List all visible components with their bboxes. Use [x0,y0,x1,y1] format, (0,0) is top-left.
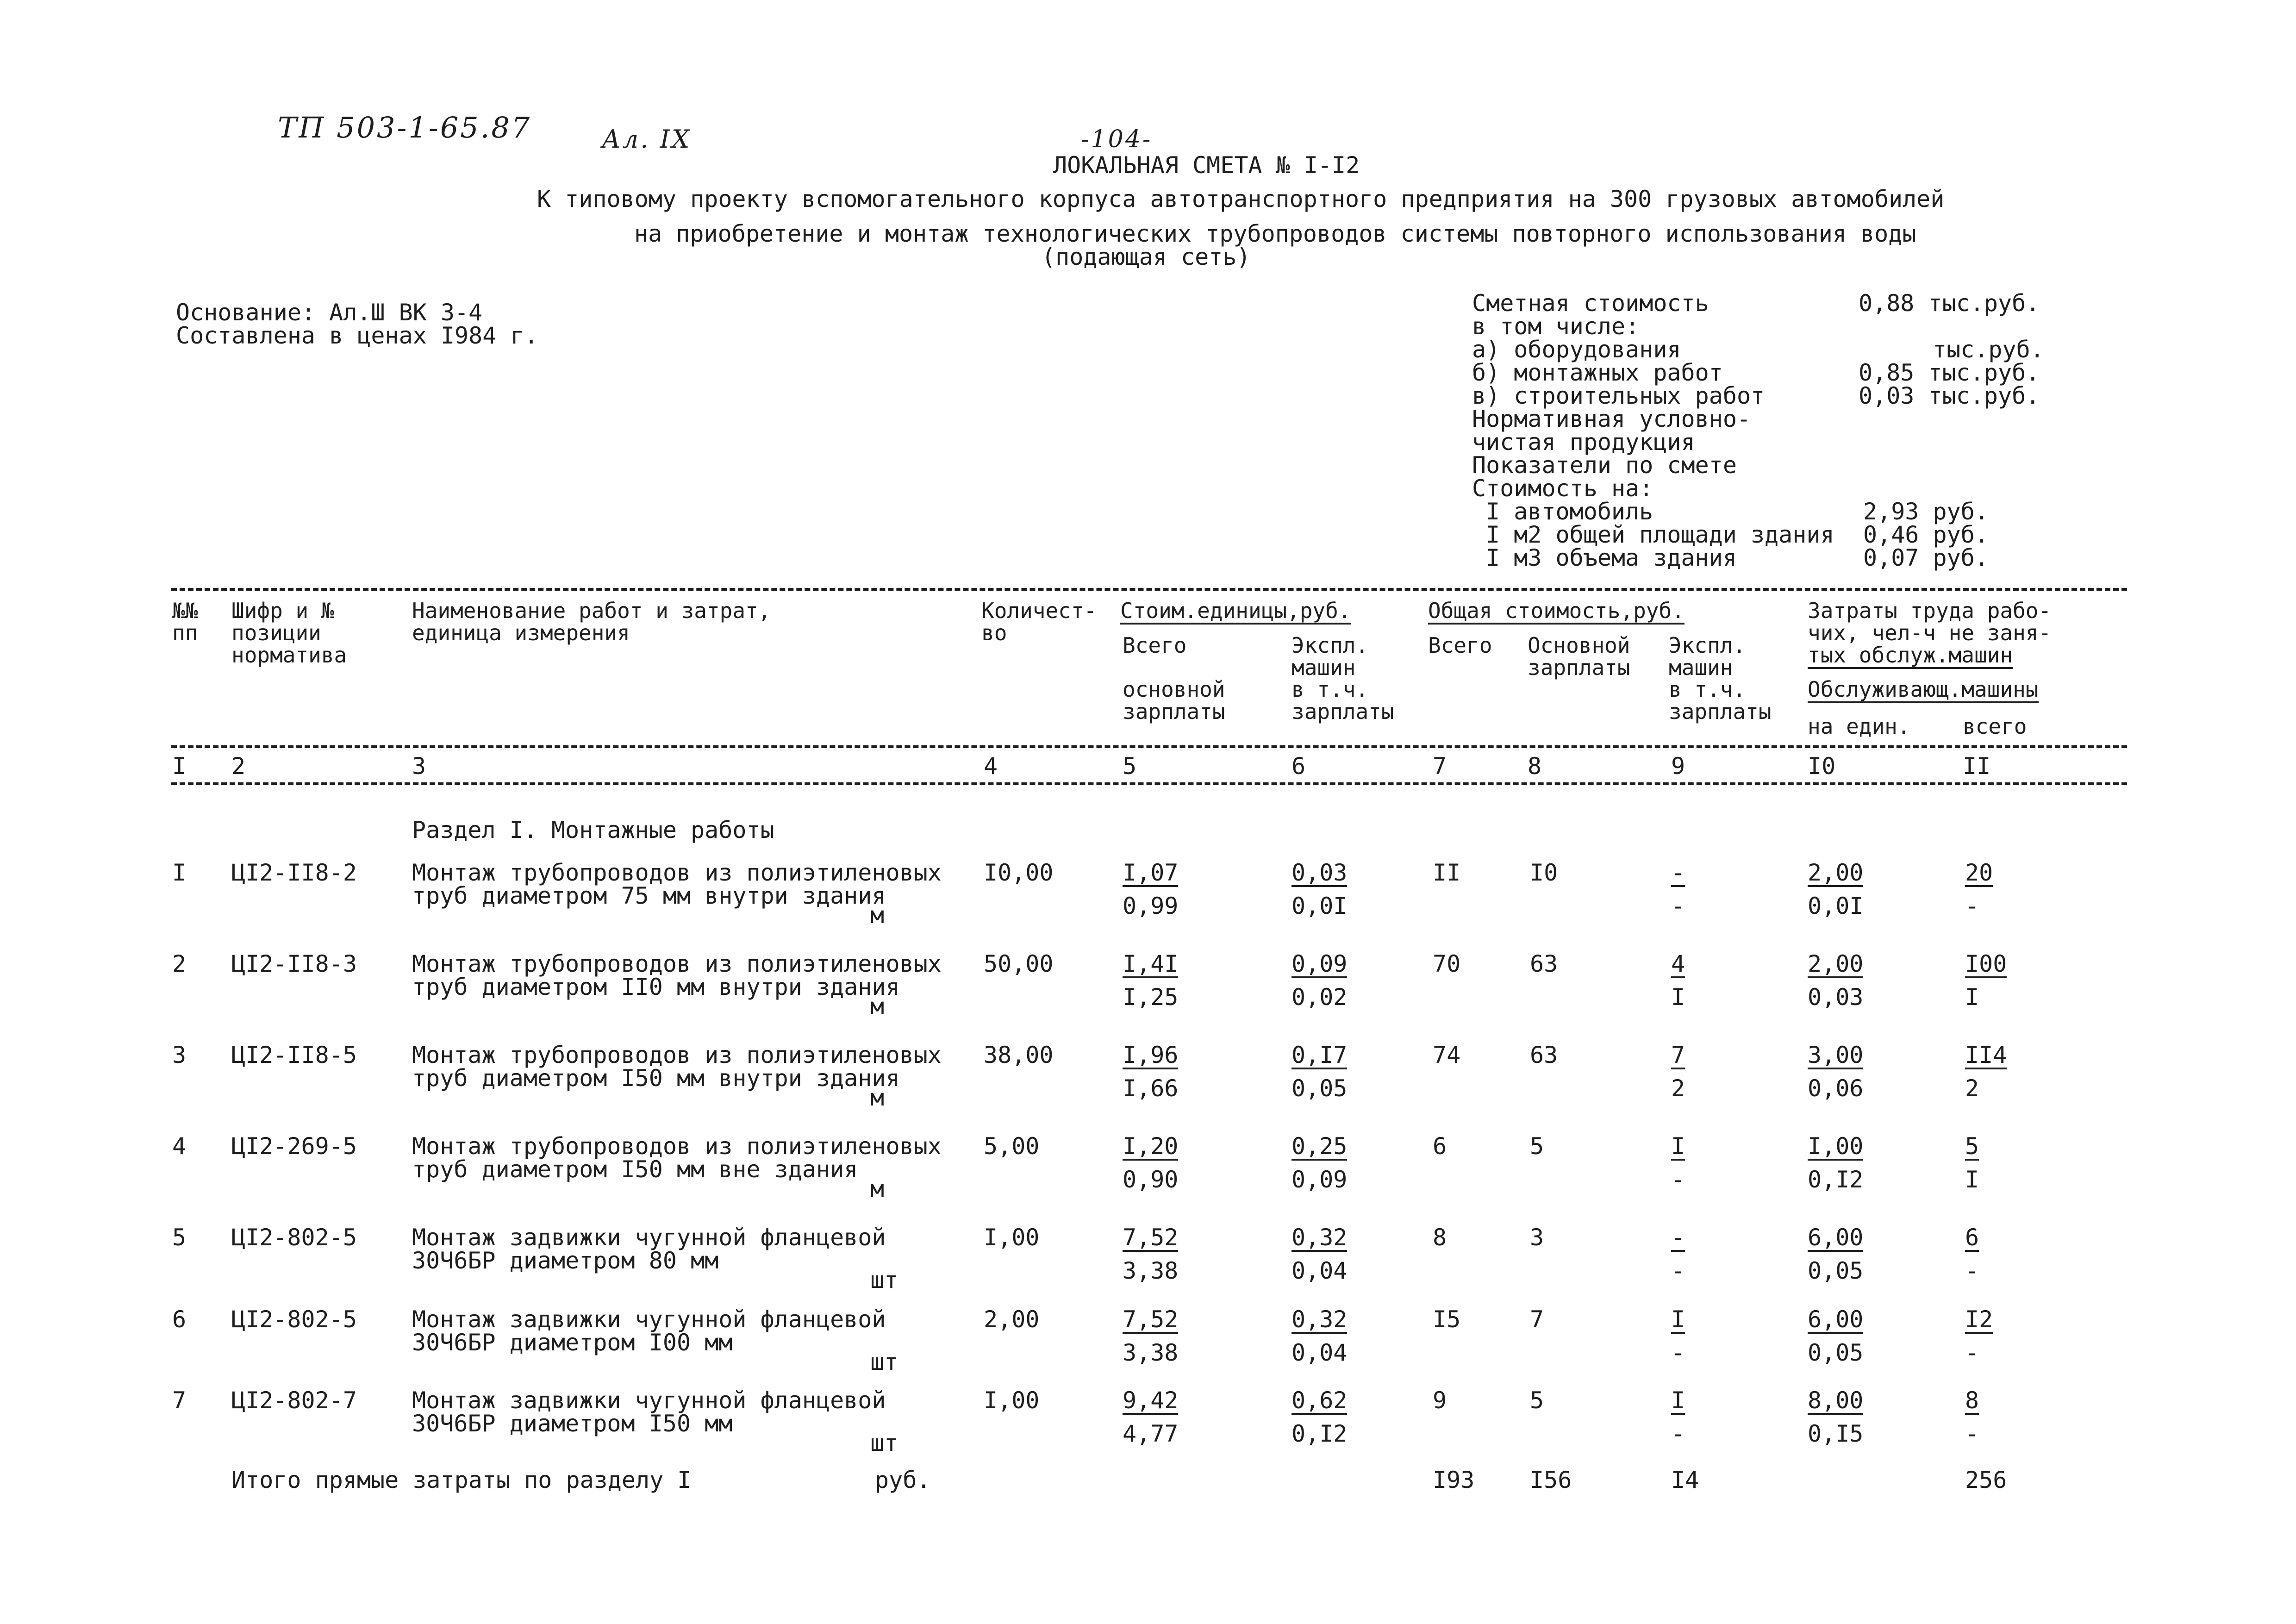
row-unit-machines: 0,03 [1292,859,1348,886]
row-quantity: 2,00 [984,1306,1040,1333]
per-m3-label: I м3 объема здания [1486,544,1737,571]
equipment-value: тыс.руб. [1933,336,2044,363]
row-work-name: Монтаж трубопроводов из полиэтиленовых труб диаметром 75 мм внутри здания [412,859,942,909]
col-header-name: Наименование работ и затрат, единица измерения [412,598,771,645]
row-quantity: I,00 [984,1387,1040,1414]
row-labor-total-serving: 2 [1965,1075,1979,1102]
row-total-machines: I [1671,1387,1685,1414]
row-quantity: 38,00 [984,1042,1054,1068]
page-number-handwritten: -104- [1081,125,1153,153]
column-number: 3 [412,753,426,780]
per-vehicle-value: 2,93 руб. [1863,498,1989,525]
cost-per-label: Стоимость на: [1472,475,1653,502]
column-number: 8 [1528,753,1542,780]
col-header-code: Шифр и № позиции норматива [231,598,347,668]
row-unit-of-measure: шт [870,1430,898,1456]
column-number: 6 [1292,753,1306,780]
row-quantity: I0,00 [984,859,1054,886]
row-total-wage: 63 [1530,1042,1558,1068]
row-unit-wage: 3,38 [1123,1257,1179,1284]
row-labor-per-unit-serving: 0,06 [1808,1075,1864,1102]
col-header-total-machines-wages: в т.ч. зарплаты [1669,677,1772,724]
col-header-labor-per-unit: на един. [1808,714,1910,739]
row-unit-machines: 0,I7 [1292,1042,1348,1068]
col-header-total-machines: Экспл. машин [1669,633,1746,680]
row-total-machines: 4 [1671,950,1685,977]
normative-label-1: Нормативная условно- [1472,406,1751,432]
row-labor-per-unit: 2,00 [1808,859,1864,886]
table-top-rule [171,588,2127,591]
row-work-name: Монтаж трубопроводов из полиэтиленовых труб диаметром I50 мм вне здания [412,1133,942,1183]
row-number: I [172,859,187,886]
row-labor-total: II4 [1965,1042,2007,1068]
row-labor-total-serving: I [1965,984,1979,1011]
totals-total: I93 [1433,1467,1475,1493]
col-header-unit-total: Всего [1123,633,1187,658]
row-unit-wage: I,66 [1123,1075,1179,1102]
row-unit-wage: 0,90 [1123,1166,1179,1193]
row-total: I5 [1433,1306,1461,1333]
row-number: 6 [172,1306,187,1333]
row-number: 4 [172,1133,187,1160]
row-labor-total: 5 [1965,1133,1979,1160]
row-labor-per-unit-serving: 0,05 [1808,1339,1864,1366]
row-total: 6 [1433,1133,1447,1160]
row-total-machines-wage: - [1671,1166,1685,1193]
row-code: ЦI2-II8-5 [231,1042,357,1068]
col-header-labor-serving: Обслуживающ.машины [1808,678,2039,703]
equipment-label: а) оборудования [1472,336,1681,363]
row-labor-total-serving: - [1965,893,1979,919]
column-numbers-rule [171,782,2127,785]
row-unit-total: 7,52 [1123,1224,1179,1251]
row-total-wage: 3 [1530,1224,1544,1251]
row-unit-wage: 3,38 [1123,1339,1179,1366]
basis-line2: Составлена в ценах I984 г. [176,322,538,349]
row-unit-total: I,07 [1123,859,1179,886]
row-unit-wage: 0,99 [1123,893,1179,919]
col-group-labor-line3: тых обслуж.машин [1808,644,2013,669]
col-header-labor-total: всего [1963,714,2027,739]
row-total-machines-wage: - [1671,893,1685,919]
row-code: ЦI2-802-7 [231,1387,357,1414]
row-unit-wage: 4,77 [1123,1420,1179,1447]
document-subtitle-line1: К типовому проекту вспомогательного корпуса автотранспортного предприятия на 300 грузовых автомобилей [537,186,1945,212]
row-unit-machines-wage: 0,0I [1292,893,1348,919]
row-total-wage: 5 [1530,1387,1544,1414]
section-title: Раздел I. Монтажные работы [412,817,774,843]
row-labor-per-unit: 2,00 [1808,950,1864,977]
row-total-machines: - [1671,859,1685,886]
row-unit-machines-wage: 0,09 [1292,1166,1348,1193]
totals-unit: руб. [875,1467,931,1493]
per-m2-label: I м2 общей площади здания [1486,521,1834,548]
column-number: 2 [231,753,246,780]
row-labor-total-serving: - [1965,1420,1979,1447]
row-labor-per-unit-serving: 0,05 [1808,1257,1864,1284]
normative-label-2: чистая продукция [1472,429,1695,456]
table-header-rule [171,745,2127,748]
document-title: ЛОКАЛЬНАЯ СМЕТА № I-I2 [1053,152,1360,179]
per-m3-value: 0,07 руб. [1863,544,1989,571]
row-unit-total: I,96 [1123,1042,1179,1068]
row-unit-machines: 0,09 [1292,950,1348,977]
row-total-machines: I [1671,1133,1685,1160]
row-code: ЦI2-269-5 [231,1133,357,1160]
row-unit-machines-wage: 0,04 [1292,1339,1348,1366]
row-total-machines-wage: 2 [1671,1075,1685,1102]
row-total-machines-wage: - [1671,1257,1685,1284]
row-quantity: 5,00 [984,1133,1040,1160]
row-total-machines-wage: - [1671,1420,1685,1447]
row-total-machines-wage: I [1671,984,1685,1011]
row-labor-per-unit-serving: 0,I5 [1808,1420,1864,1447]
row-unit-machines-wage: 0,02 [1292,984,1348,1011]
row-unit-wage: I,25 [1123,984,1179,1011]
row-total: 74 [1433,1042,1461,1068]
basis-line1: Основание: Ал.Ш ВК 3-4 [176,299,483,326]
col-header-total-basic-wages: Основной зарплаты [1528,633,1630,680]
document-subtitle-line2: на приобретение и монтаж технологических трубопроводов системы повторного использования воды [634,220,1916,247]
row-unit-machines: 0,62 [1292,1387,1348,1414]
column-number: 4 [984,753,998,780]
column-number: I0 [1808,753,1836,780]
row-labor-per-unit: I,00 [1808,1133,1864,1160]
row-labor-per-unit: 6,00 [1808,1306,1864,1333]
row-unit-of-measure: м [870,993,885,1020]
column-number: 5 [1123,753,1137,780]
row-unit-total: I,20 [1123,1133,1179,1160]
row-labor-total-serving: - [1965,1339,1979,1366]
row-number: 5 [172,1224,187,1251]
row-total: 8 [1433,1224,1447,1251]
row-labor-total-serving: I [1965,1166,1979,1193]
row-total-wage: I0 [1530,859,1558,886]
row-labor-per-unit-serving: 0,03 [1808,984,1864,1011]
row-labor-per-unit: 6,00 [1808,1224,1864,1251]
row-unit-machines-wage: 0,05 [1292,1075,1348,1102]
row-labor-total: 8 [1965,1387,1979,1414]
row-unit-of-measure: шт [870,1267,898,1293]
row-number: 7 [172,1387,187,1414]
designation-handwritten: ТП 503-1-65.87 [278,111,532,144]
row-labor-per-unit-serving: 0,I2 [1808,1166,1864,1193]
construction-value: 0,03 тыс.руб. [1859,382,2040,409]
row-unit-of-measure: м [870,1084,885,1111]
row-unit-machines: 0,25 [1292,1133,1348,1160]
col-group-labor-line2: чих, чел-ч не заня- [1808,620,2052,645]
row-quantity: 50,00 [984,950,1054,977]
col-header-unit-basic-wages: основной зарплаты [1123,677,1225,724]
including-label: в том числе: [1472,313,1640,340]
row-code: ЦI2-802-5 [231,1306,357,1333]
estimated-cost-value: 0,88 тыс.руб. [1859,290,2040,317]
col-group-total-cost: Общая стоимость,руб. [1428,600,1685,625]
col-group-unit-cost: Стоим.единицы,руб. [1120,600,1351,625]
row-total-machines: I [1671,1306,1685,1333]
row-total-machines: - [1671,1224,1685,1251]
row-unit-machines-wage: 0,04 [1292,1257,1348,1284]
row-labor-per-unit: 8,00 [1808,1387,1864,1414]
col-header-number: №№ пп [172,598,198,645]
row-work-name: Монтаж задвижки чугунной фланцевой 30Ч6БР диаметром I50 мм [412,1387,886,1437]
album-handwritten: Ал. IX [602,125,692,154]
totals-labor-total: 256 [1965,1467,2007,1493]
row-unit-of-measure: м [870,902,885,929]
row-unit-of-measure: шт [870,1349,898,1375]
col-header-unit-machines: Экспл. машин [1292,633,1369,680]
column-number: 7 [1433,753,1447,780]
row-labor-total: I2 [1965,1306,1993,1333]
assembly-value: 0,85 тыс.руб. [1859,359,2040,386]
row-total: II [1433,859,1461,886]
document-subtitle-line3: (подающая сеть) [1042,244,1251,270]
row-unit-machines: 0,32 [1292,1306,1348,1333]
row-unit-machines: 0,32 [1292,1224,1348,1251]
row-total-machines-wage: - [1671,1339,1685,1366]
col-header-total-all: Всего [1428,633,1492,658]
row-unit-machines-wage: 0,I2 [1292,1420,1348,1447]
row-code: ЦI2-II8-2 [231,859,357,886]
row-labor-total: 20 [1965,859,1993,886]
totals-total-wage: I56 [1530,1467,1572,1493]
row-code: ЦI2-II8-3 [231,950,357,977]
totals-label: Итого прямые затраты по разделу I [231,1467,692,1493]
row-total: 9 [1433,1387,1447,1414]
construction-label: в) строительных работ [1472,382,1765,409]
row-number: 2 [172,950,187,977]
estimated-cost-label: Сметная стоимость [1472,290,1709,317]
row-unit-total: 9,42 [1123,1387,1179,1414]
column-number: I [172,753,187,780]
row-total: 70 [1433,950,1461,977]
indicators-label: Показатели по смете [1472,452,1737,479]
col-header-unit-machines-wages: в т.ч. зарплаты [1292,677,1394,724]
row-total-machines: 7 [1671,1042,1685,1068]
row-labor-per-unit: 3,00 [1808,1042,1864,1068]
row-total-wage: 7 [1530,1306,1544,1333]
row-number: 3 [172,1042,187,1068]
row-unit-total: 7,52 [1123,1306,1179,1333]
row-total-wage: 5 [1530,1133,1544,1160]
per-m2-value: 0,46 руб. [1863,521,1989,548]
row-work-name: Монтаж трубопроводов из полиэтиленовых труб диаметром I50 мм внутри здания [412,1042,942,1092]
row-work-name: Монтаж трубопроводов из полиэтиленовых труб диаметром II0 мм внутри здания [412,950,942,1000]
row-work-name: Монтаж задвижки чугунной фланцевой 30Ч6БР диаметром I00 мм [412,1306,886,1356]
column-number: 9 [1671,753,1685,780]
row-unit-of-measure: м [870,1175,885,1202]
per-vehicle-label: I автомобиль [1486,498,1653,525]
assembly-label: б) монтажных работ [1472,359,1723,386]
row-unit-total: I,4I [1123,950,1179,977]
row-labor-total: I00 [1965,950,2007,977]
column-number: II [1963,753,1991,780]
row-quantity: I,00 [984,1224,1040,1251]
row-total-wage: 63 [1530,950,1558,977]
col-group-labor-line1: Затраты труда рабо- [1808,598,2052,623]
totals-total-machines: I4 [1671,1467,1699,1493]
row-code: ЦI2-802-5 [231,1224,357,1251]
row-work-name: Монтаж задвижки чугунной фланцевой 30Ч6БР диаметром 80 мм [412,1224,886,1274]
row-labor-total: 6 [1965,1224,1979,1251]
row-labor-total-serving: - [1965,1257,1979,1284]
row-labor-per-unit-serving: 0,0I [1808,893,1864,919]
col-header-quantity: Количест- во [981,598,1097,645]
